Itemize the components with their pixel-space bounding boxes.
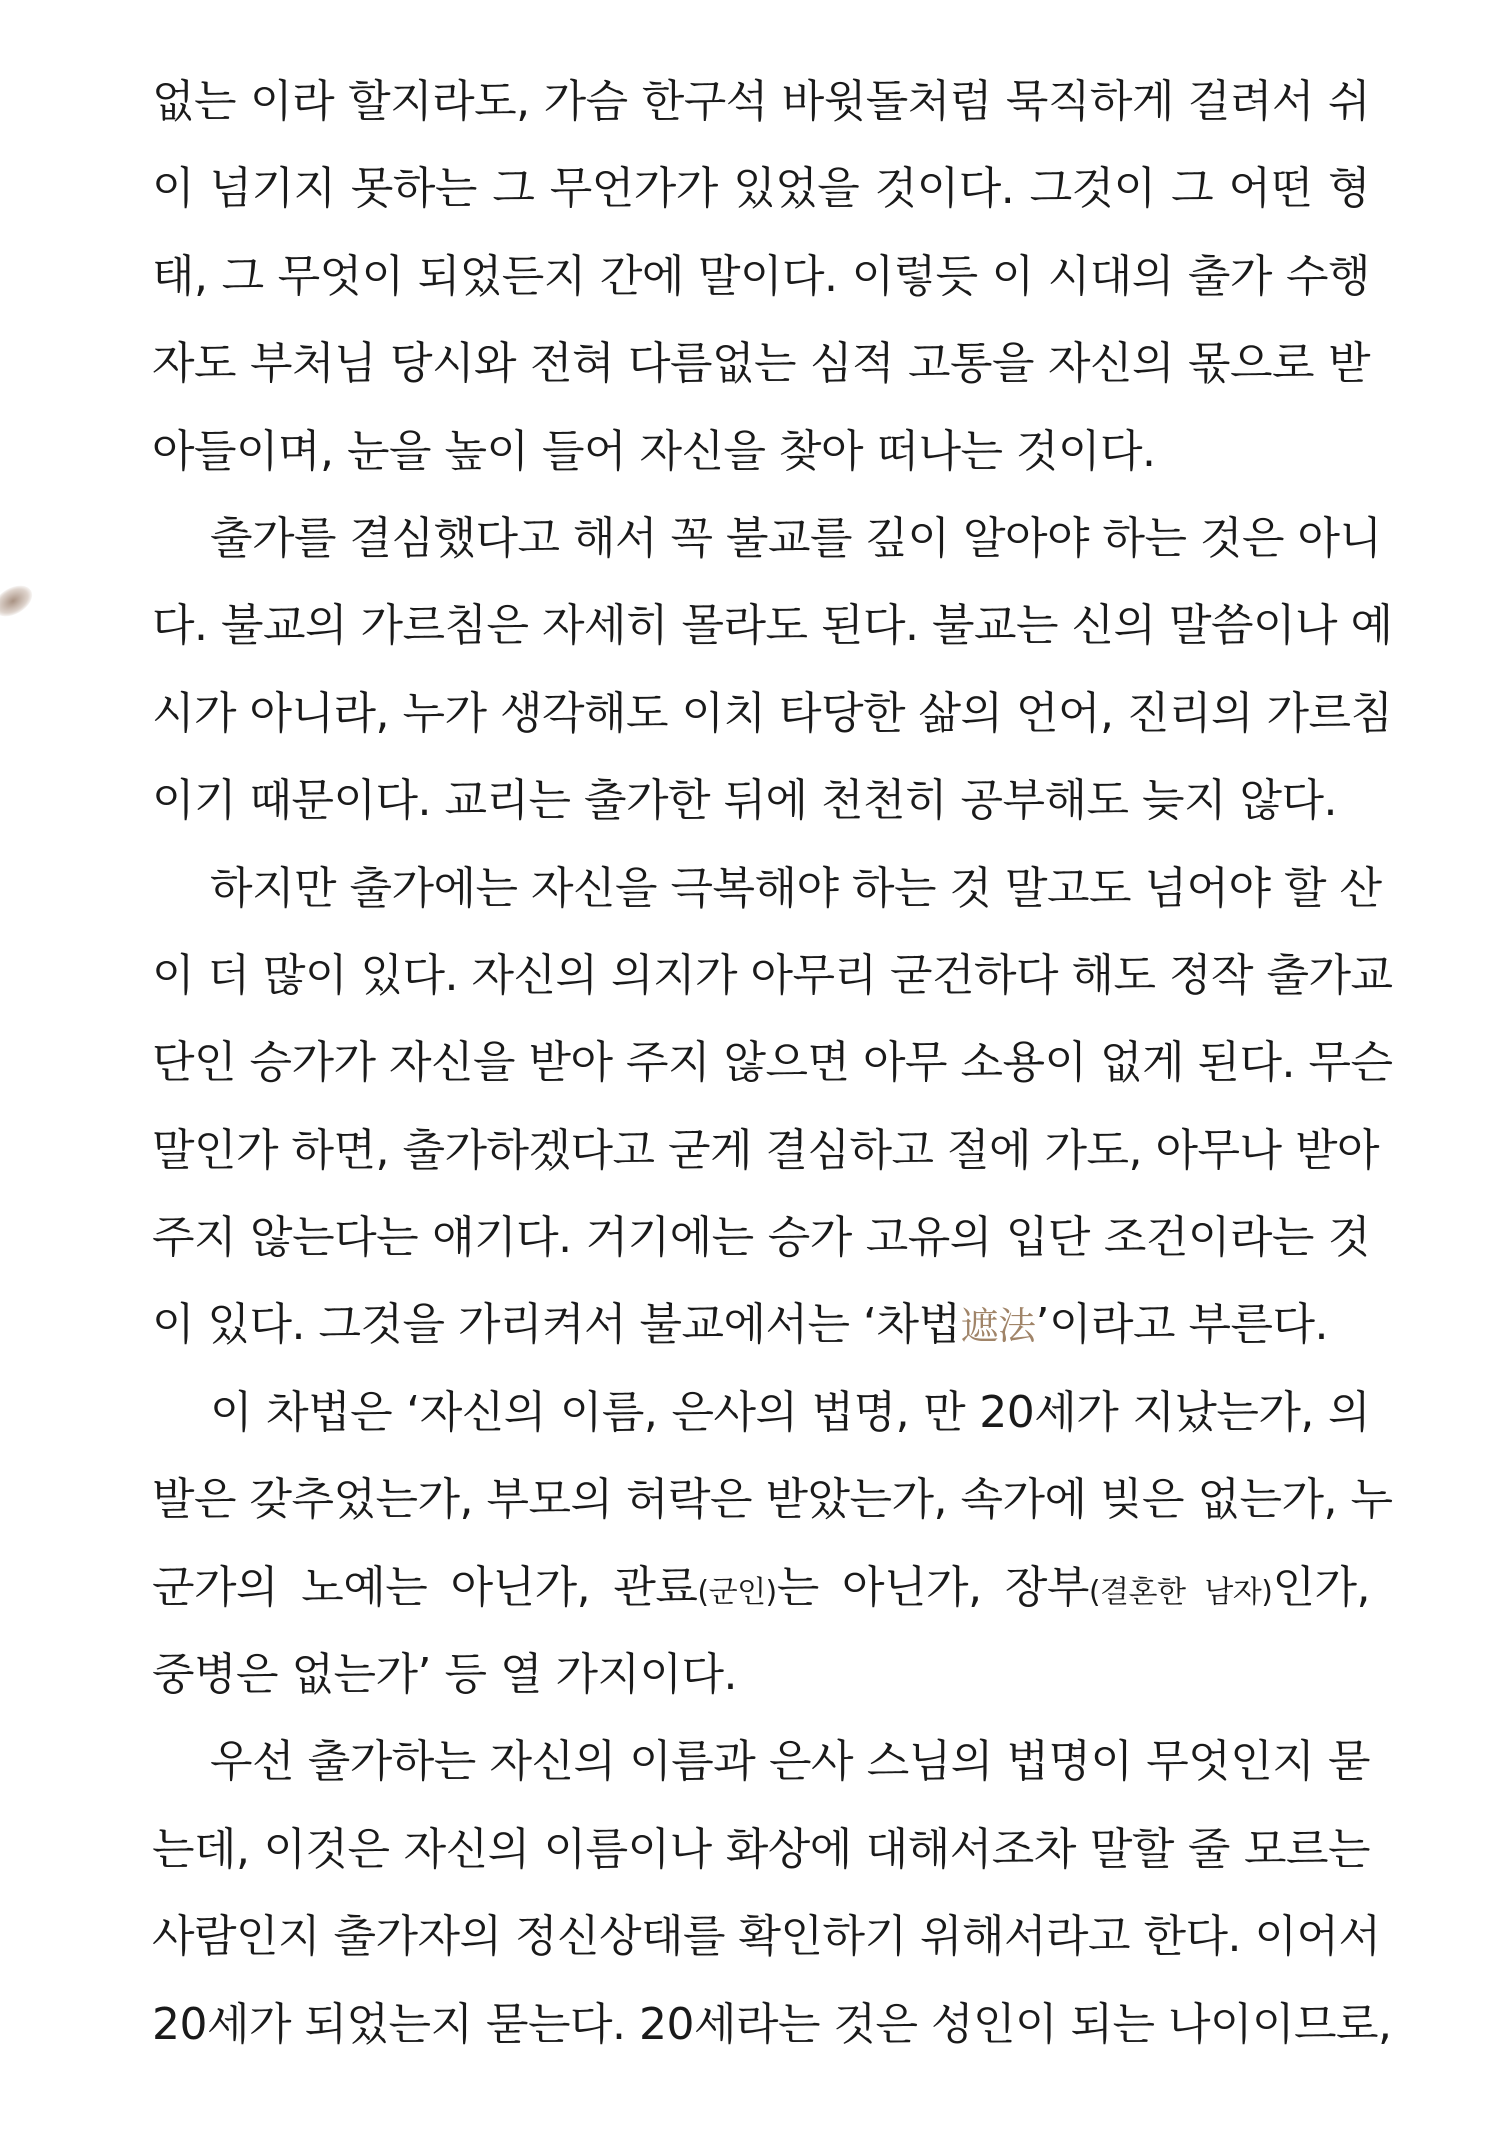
text-line: 단인 승가가 자신을 받아 주지 않으면 아무 소용이 없게 된다. 무슨 — [152, 1037, 1393, 1089]
text-span: 는 아닌가, 장부 — [776, 1561, 1089, 1613]
book-page-text — [152, 58, 1393, 2068]
text-line: 이 더 많이 있다. 자신의 의지가 아무리 굳건하다 해도 정작 출가교 — [152, 949, 1393, 1001]
hanja-annotation: 遮法 — [960, 1304, 1036, 1349]
scan-smudge-mark — [0, 579, 38, 622]
text-line: 발은 갖추었는가, 부모의 허락은 받았는가, 속가에 빚은 없는가, 누 — [152, 1474, 1393, 1526]
text-line: 하지만 출가에는 자신을 극복해야 하는 것 말고도 넘어야 할 산 — [210, 862, 1382, 914]
text-line: 주지 않는다는 얘기다. 거기에는 승가 고유의 입단 조건이라는 것 — [152, 1212, 1370, 1264]
text-span: 군가의 노예는 아닌가, 관료 — [152, 1561, 698, 1613]
text-line: 사람인지 출가자의 정신상태를 확인하기 위해서라고 한다. 이어서 — [152, 1911, 1381, 1963]
paragraph-4 — [152, 1369, 1393, 1719]
text-line — [152, 1544, 1370, 1631]
text-line: 중병은 없는가’ 등 열 가지이다. — [152, 1649, 737, 1701]
text-line: 20세가 되었는지 묻는다. 20세라는 것은 성인이 되는 나이이므로, — [152, 1998, 1392, 2050]
gloss-annotation: (군인) — [697, 1574, 777, 1610]
text-line: 이기 때문이다. 교리는 출가한 뒤에 천천히 공부해도 늦지 않다. — [152, 775, 1337, 827]
text-line: 태, 그 무엇이 되었든지 간에 말이다. 이렇듯 이 시대의 출가 수행 — [152, 250, 1370, 302]
gloss-annotation: (결혼한 남자) — [1088, 1574, 1273, 1610]
text-line: 시가 아니라, 누가 생각해도 이치 타당한 삶의 언어, 진리의 가르침 — [152, 687, 1393, 739]
text-span: 이 있다. 그것을 가리켜서 불교에서는 ‘차법 — [152, 1299, 961, 1351]
paragraph-5 — [152, 1718, 1392, 2068]
text-line: 우선 출가하는 자신의 이름과 은사 스님의 법명이 무엇인지 묻 — [210, 1736, 1370, 1788]
paragraph-1 — [152, 58, 1370, 495]
text-line: 말인가 하면, 출가하겠다고 굳게 결심하고 절에 가도, 아무나 받아 — [152, 1124, 1379, 1176]
text-line: 없는 이라 할지라도, 가슴 한구석 바윗돌처럼 묵직하게 걸려서 쉬 — [152, 76, 1370, 127]
text-line: 이 차법은 ‘자신의 이름, 은사의 법명, 만 20세가 지났는가, 의 — [210, 1386, 1370, 1438]
text-line: 자도 부처님 당시와 전혀 다름없는 심적 고통을 자신의 몫으로 받 — [152, 338, 1370, 390]
paragraph-3 — [152, 845, 1393, 1369]
text-span: 인가, — [1272, 1561, 1370, 1613]
text-line: 아들이며, 눈을 높이 들어 자신을 찾아 떠나는 것이다. — [152, 425, 1156, 477]
text-line: 출가를 결심했다고 해서 꼭 불교를 깊이 알아야 하는 것은 아니 — [210, 512, 1382, 564]
text-span: ’이라고 부른다. — [1035, 1299, 1328, 1351]
paragraph-2 — [152, 495, 1393, 845]
text-line — [152, 1281, 1370, 1368]
text-line: 이 넘기지 못하는 그 무언가가 있었을 것이다. 그것이 그 어떤 형 — [152, 163, 1370, 215]
text-line: 다. 불교의 가르침은 자세히 몰라도 된다. 불교는 신의 말씀이나 예 — [152, 600, 1393, 652]
text-line: 는데, 이것은 자신의 이름이나 화상에 대해서조차 말할 줄 모르는 — [152, 1823, 1370, 1875]
